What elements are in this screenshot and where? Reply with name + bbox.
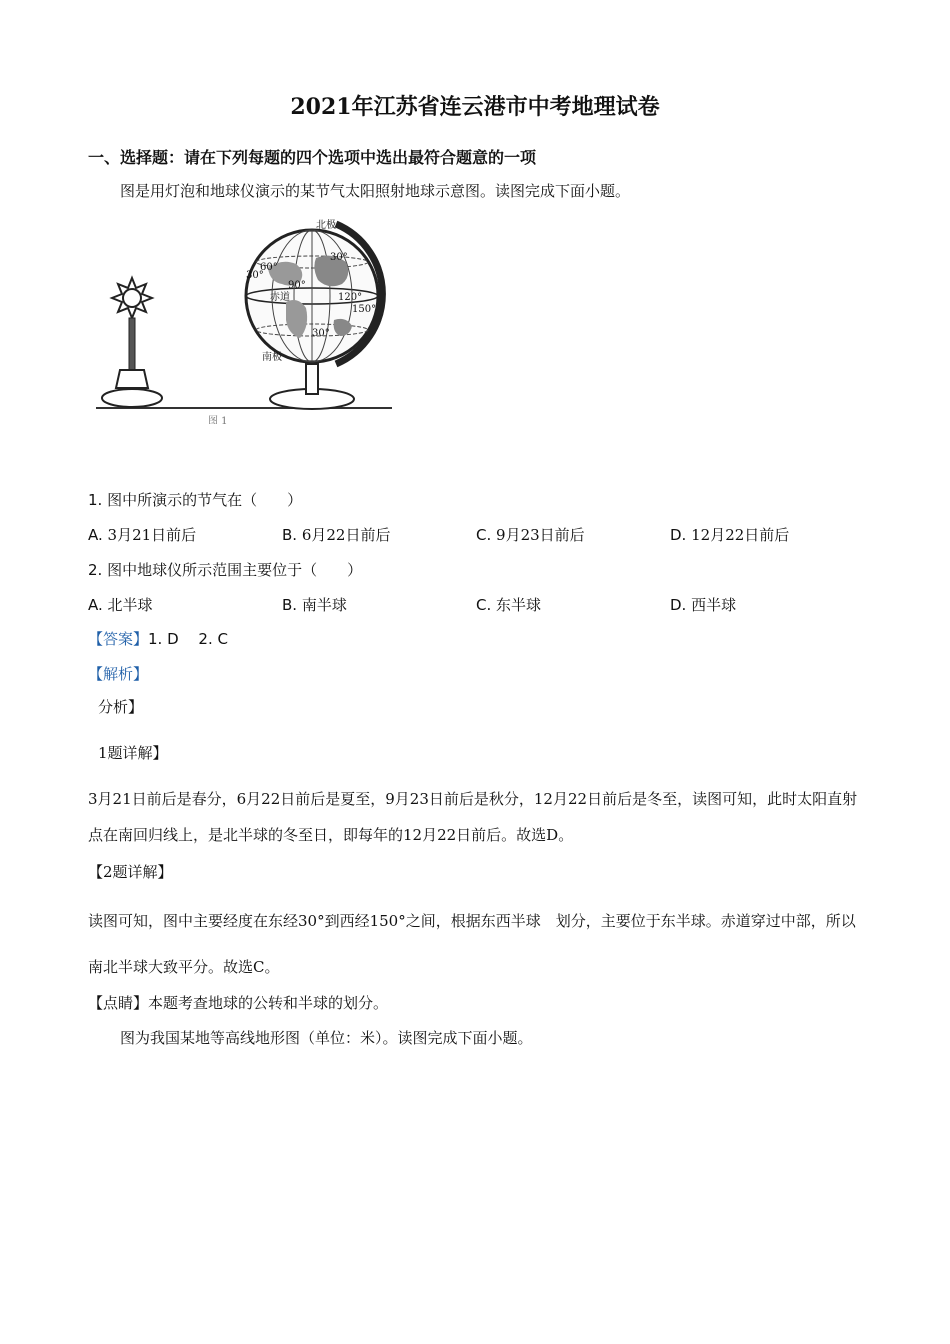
question-1 xyxy=(88,489,302,510)
page-title: 2021年江苏省连云港市中考地理试卷 xyxy=(290,94,660,120)
sun-lamp-icon xyxy=(102,278,162,407)
figure-caption: 图 1 xyxy=(208,416,228,424)
question-2-text: 图中地球仪所示范围主要位于（ ） xyxy=(107,561,363,579)
q1-option-a: A. 3月21日前后 xyxy=(88,526,197,544)
q2-option-c: C. 东半球 xyxy=(476,596,542,614)
sun-globe-illustration xyxy=(90,212,400,424)
detail-2-label: 【2题详解】 xyxy=(88,863,173,881)
detail-1-text: 3月21日前后是春分，6月22日前后是夏至，9月23日前后是秋分，12月22日前后是冬至，读图可知，此时太阳直射点在南回归线上，是北半球的冬至日，即每年的12月22日前后。故选D。 xyxy=(88,790,858,844)
detail-2-text: 读图可知，图中主要经度在东经30°到西经150°之间，根据东西半球 划分，主要位于东半球。赤道穿过中部，所以南北半球大致平分。故选C。 xyxy=(88,912,856,976)
q2-option-a: A. 北半球 xyxy=(88,596,153,614)
intro-paragraph-2: 图为我国某地等高线地形图（单位：米）。读图完成下面小题。 xyxy=(120,1029,533,1047)
sun-globe-figure xyxy=(90,212,400,424)
tip-text: 本题考查地球的公转和半球的划分。 xyxy=(148,994,389,1012)
q1-option-d: D. 12月22日前后 xyxy=(670,526,790,544)
intro-paragraph-1: 图是用灯泡和地球仪演示的某节气太阳照射地球示意图。读图完成下面小题。 xyxy=(120,182,631,200)
q1-option-b: B. 6月22日前后 xyxy=(282,526,391,544)
label-lat-30n: 30° xyxy=(330,252,348,263)
section-heading: 一、选择题：请在下列每题的四个选项中选出最符合题意的一项 xyxy=(88,148,537,167)
tip-label: 【点睛】 xyxy=(88,994,149,1012)
answer-label: 【答案】 xyxy=(88,630,149,648)
label-lat-30s: 30° xyxy=(312,328,330,339)
question-1-number: 1. xyxy=(88,491,103,509)
globe-stand xyxy=(270,364,354,409)
q1-option-c: C. 9月23日前后 xyxy=(476,526,585,544)
label-equator: 赤道 xyxy=(270,292,290,303)
q2-option-b: B. 南半球 xyxy=(282,596,347,614)
question-2 xyxy=(88,559,362,580)
analysis-sub-label: 分析】 xyxy=(98,698,144,716)
question-1-text: 图中所演示的节气在（ ） xyxy=(107,491,303,509)
label-north-pole: 北极 xyxy=(316,220,336,231)
answer-text: 1. D 2. C xyxy=(148,630,228,648)
label-south-pole: 南极 xyxy=(262,352,282,363)
question-2-number: 2. xyxy=(88,561,103,579)
label-lon-30: 30° xyxy=(246,270,264,281)
detail-1-label: 1题详解】 xyxy=(98,744,168,762)
answer-line xyxy=(88,628,228,649)
q2-option-d: D. 西半球 xyxy=(670,596,737,614)
label-lon-120: 120° xyxy=(338,292,363,303)
tip-line xyxy=(88,992,388,1013)
label-lon-90: 90° xyxy=(288,280,306,291)
analysis-label: 【解析】 xyxy=(88,665,149,683)
label-lon-60: 60° xyxy=(260,262,278,273)
label-lon-150: 150° xyxy=(352,304,377,315)
